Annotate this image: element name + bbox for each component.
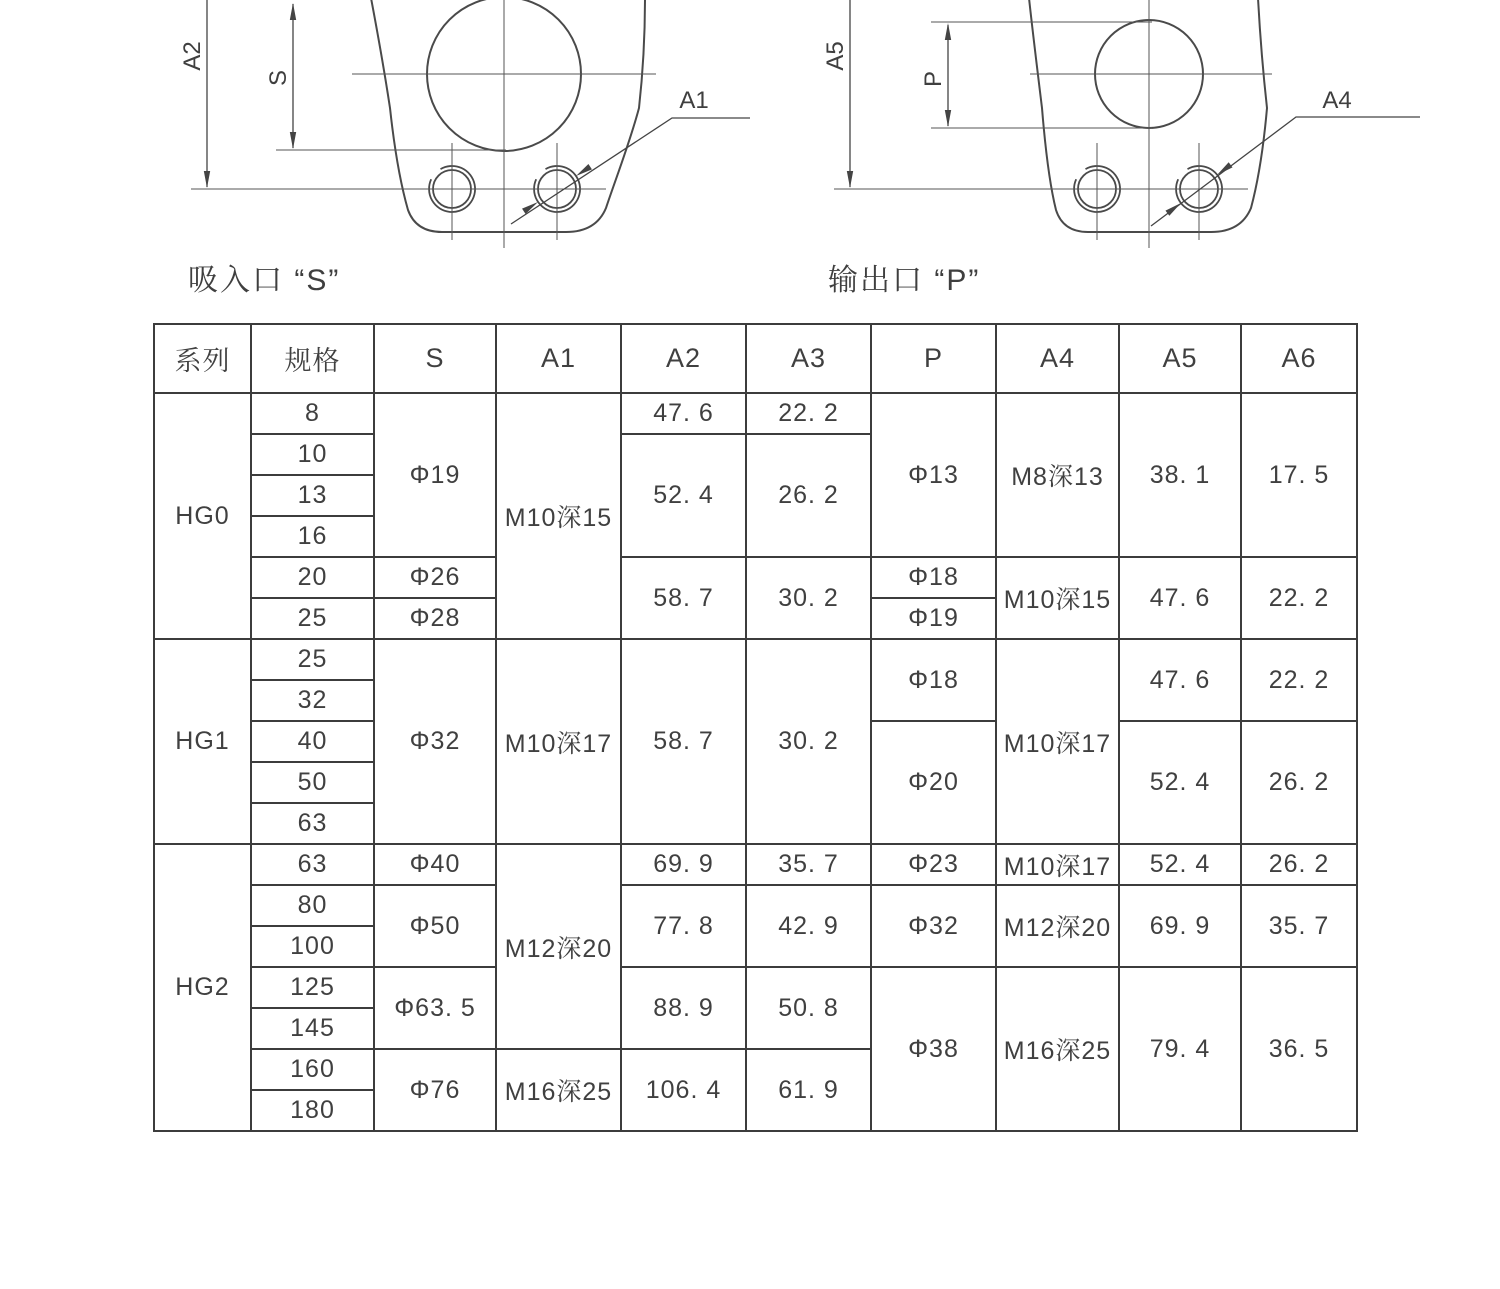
spec-cell: 32: [251, 680, 374, 721]
spec-cell: 26. 2: [1241, 844, 1357, 885]
col-header-s: S: [374, 324, 496, 393]
spec-cell: HG2: [154, 844, 251, 1131]
spec-cell: M10深15: [996, 557, 1119, 639]
spec-cell: 63: [251, 803, 374, 844]
col-header-a3: A3: [746, 324, 871, 393]
spec-cell: 22. 2: [746, 393, 871, 434]
spec-cell: Φ20: [871, 721, 996, 844]
dimension-arrows: [204, 3, 592, 214]
spec-cell: 52. 4: [1119, 844, 1241, 885]
spec-cell: Φ40: [374, 844, 496, 885]
spec-cell: 35. 7: [1241, 885, 1357, 967]
table-row: [154, 639, 1357, 680]
spec-cell: 58. 7: [621, 557, 746, 639]
spec-cell: 145: [251, 1008, 374, 1049]
flange-outline: [371, 0, 645, 232]
spec-cell: 30. 2: [746, 639, 871, 844]
spec-cell: 22. 2: [1241, 557, 1357, 639]
spec-cell: 52. 4: [1119, 721, 1241, 844]
col-header-p: P: [871, 324, 996, 393]
centerlines: [191, 0, 656, 248]
dimension-spec-table: [153, 323, 1358, 1132]
flange-outline: [1029, 0, 1267, 232]
spec-cell: Φ19: [374, 393, 496, 557]
output-port-caption: 输出口 “P”: [828, 264, 981, 297]
suction-port-drawing: [160, 0, 770, 252]
table-row: [154, 557, 1357, 598]
dim-label-a1: A1: [679, 87, 709, 114]
spec-cell: Φ32: [374, 639, 496, 844]
spec-cell: 25: [251, 639, 374, 680]
spec-cell: 47. 6: [1119, 639, 1241, 721]
spec-cell: 26. 2: [1241, 721, 1357, 844]
spec-table-body: [154, 393, 1357, 1131]
col-header-a5: A5: [1119, 324, 1241, 393]
output-port-drawing: [800, 0, 1450, 252]
spec-cell: 36. 5: [1241, 967, 1357, 1131]
spec-cell: M8深13: [996, 393, 1119, 557]
spec-cell: Φ63. 5: [374, 967, 496, 1049]
table-row: [154, 844, 1357, 885]
spec-cell: Φ23: [871, 844, 996, 885]
spec-cell: 50. 8: [746, 967, 871, 1049]
col-header-a4: A4: [996, 324, 1119, 393]
spec-cell: 17. 5: [1241, 393, 1357, 557]
dim-label-a5: A5: [822, 41, 849, 71]
spec-cell: 100: [251, 926, 374, 967]
suction-port-caption: 吸入口 “S”: [188, 264, 341, 297]
spec-cell: 13: [251, 475, 374, 516]
spec-cell: HG0: [154, 393, 251, 639]
spec-cell: 180: [251, 1090, 374, 1131]
spec-cell: M10深15: [496, 393, 621, 639]
spec-cell: Φ28: [374, 598, 496, 639]
dimension-arrows: [847, 23, 1233, 216]
spec-cell: 16: [251, 516, 374, 557]
spec-cell: Φ26: [374, 557, 496, 598]
spec-cell: 35. 7: [746, 844, 871, 885]
spec-cell: 79. 4: [1119, 967, 1241, 1131]
spec-cell: Φ76: [374, 1049, 496, 1131]
spec-cell: M12深20: [496, 844, 621, 1049]
col-header-a2: A2: [621, 324, 746, 393]
dim-label-p: P: [920, 70, 947, 88]
spec-cell: Φ13: [871, 393, 996, 557]
spec-cell: M10深17: [996, 844, 1119, 885]
spec-cell: 61. 9: [746, 1049, 871, 1131]
spec-cell: 63: [251, 844, 374, 885]
spec-cell: M12深20: [996, 885, 1119, 967]
spec-cell: Φ38: [871, 967, 996, 1131]
spec-cell: Φ18: [871, 557, 996, 598]
spec-cell: 58. 7: [621, 639, 746, 844]
spec-cell: 8: [251, 393, 374, 434]
spec-cell: M16深25: [496, 1049, 621, 1131]
col-header-spec: 规格: [251, 324, 374, 393]
spec-cell: 88. 9: [621, 967, 746, 1049]
dim-label-a2: A2: [179, 41, 206, 71]
dimension-lines: [207, 0, 750, 224]
spec-cell: Φ18: [871, 639, 996, 721]
spec-cell: 50: [251, 762, 374, 803]
spec-cell: 26. 2: [746, 434, 871, 557]
spec-cell: Φ19: [871, 598, 996, 639]
dim-label-a4: A4: [1322, 87, 1352, 114]
spec-cell: 40: [251, 721, 374, 762]
table-row: [154, 393, 1357, 434]
spec-cell: 30. 2: [746, 557, 871, 639]
spec-cell: 80: [251, 885, 374, 926]
spec-cell: M10深17: [996, 639, 1119, 844]
spec-cell: 22. 2: [1241, 639, 1357, 721]
spec-cell: 20: [251, 557, 374, 598]
dim-label-s: S: [265, 69, 292, 87]
spec-cell: 42. 9: [746, 885, 871, 967]
col-header-a1: A1: [496, 324, 621, 393]
table-row: [154, 967, 1357, 1008]
spec-cell: 77. 8: [621, 885, 746, 967]
spec-cell: Φ32: [871, 885, 996, 967]
header-row: [154, 324, 1357, 393]
spec-cell: 10: [251, 434, 374, 475]
spec-cell: 47. 6: [621, 393, 746, 434]
spec-cell: 125: [251, 967, 374, 1008]
spec-cell: M10深17: [496, 639, 621, 844]
table-row: [154, 885, 1357, 926]
spec-cell: HG1: [154, 639, 251, 844]
spec-cell: Φ50: [374, 885, 496, 967]
spec-cell: 106. 4: [621, 1049, 746, 1131]
col-header-series: 系列: [154, 324, 251, 393]
spec-cell: 69. 9: [1119, 885, 1241, 967]
spec-cell: 52. 4: [621, 434, 746, 557]
spec-cell: 38. 1: [1119, 393, 1241, 557]
spec-cell: M16深25: [996, 967, 1119, 1131]
spec-cell: 160: [251, 1049, 374, 1090]
spec-cell: 69. 9: [621, 844, 746, 885]
spec-cell: 25: [251, 598, 374, 639]
col-header-a6: A6: [1241, 324, 1357, 393]
spec-cell: 47. 6: [1119, 557, 1241, 639]
